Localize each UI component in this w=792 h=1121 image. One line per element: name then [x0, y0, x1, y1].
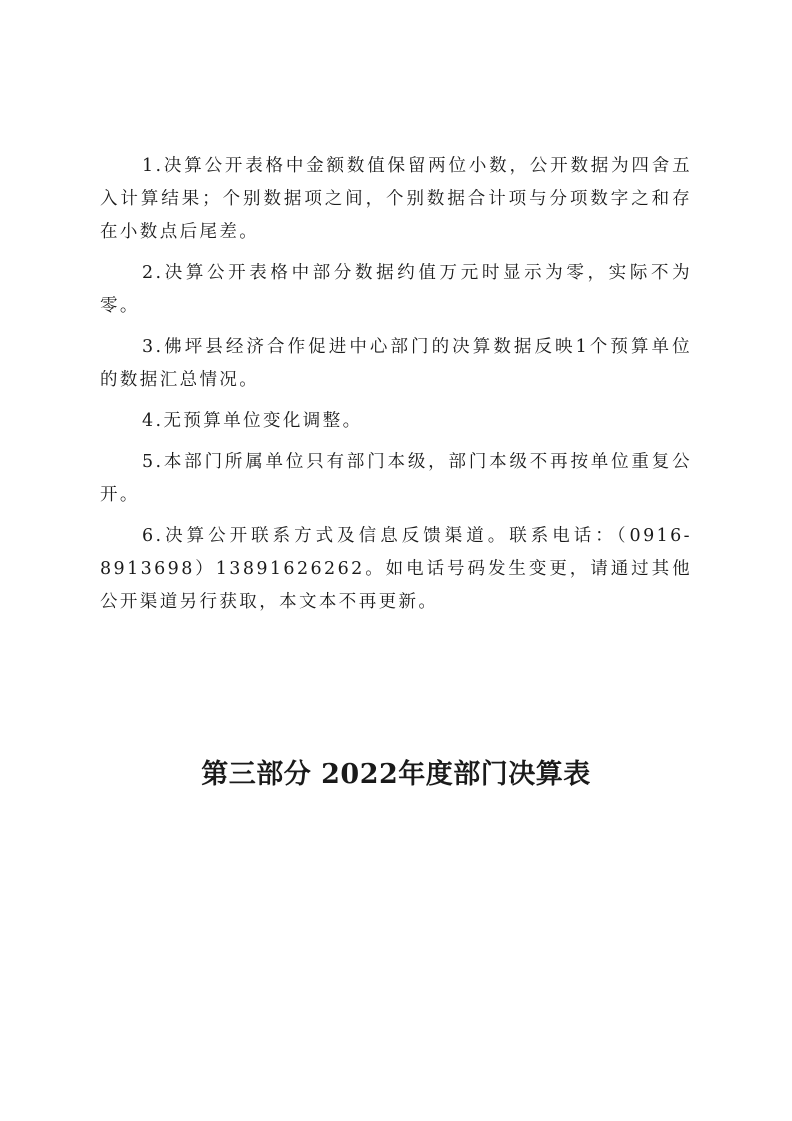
notes-section [100, 150, 692, 627]
note-6-contact: 6.决算公开联系方式及信息反馈渠道。联系电话：（0916-8913698）13891626262。如电话号码发生变更，请通过其他公开渠道另行获取，本文本不再更新。 [100, 526, 692, 612]
note-4-no-change: 4.无预算单位变化调整。 [142, 411, 363, 431]
note-1-rounding: 1.决算公开表格中金额数值保留两位小数，公开数据为四舍五入计算结果；个别数据项之间，个别数据合计项与分项数字之和存在小数点后尾差。 [100, 156, 692, 242]
note-5-department-level: 5.本部门所属单位只有部门本级，部门本级不再按单位重复公开。 [100, 452, 692, 505]
section-title: 第三部分 2022年度部门决算表 [201, 759, 591, 790]
note-3-budget-units: 3.佛坪县经济合作促进中心部门的决算数据反映1个预算单位的数据汇总情况。 [100, 337, 692, 390]
note-2-zero-display: 2.决算公开表格中部分数据约值万元时显示为零，实际不为零。 [100, 263, 692, 316]
